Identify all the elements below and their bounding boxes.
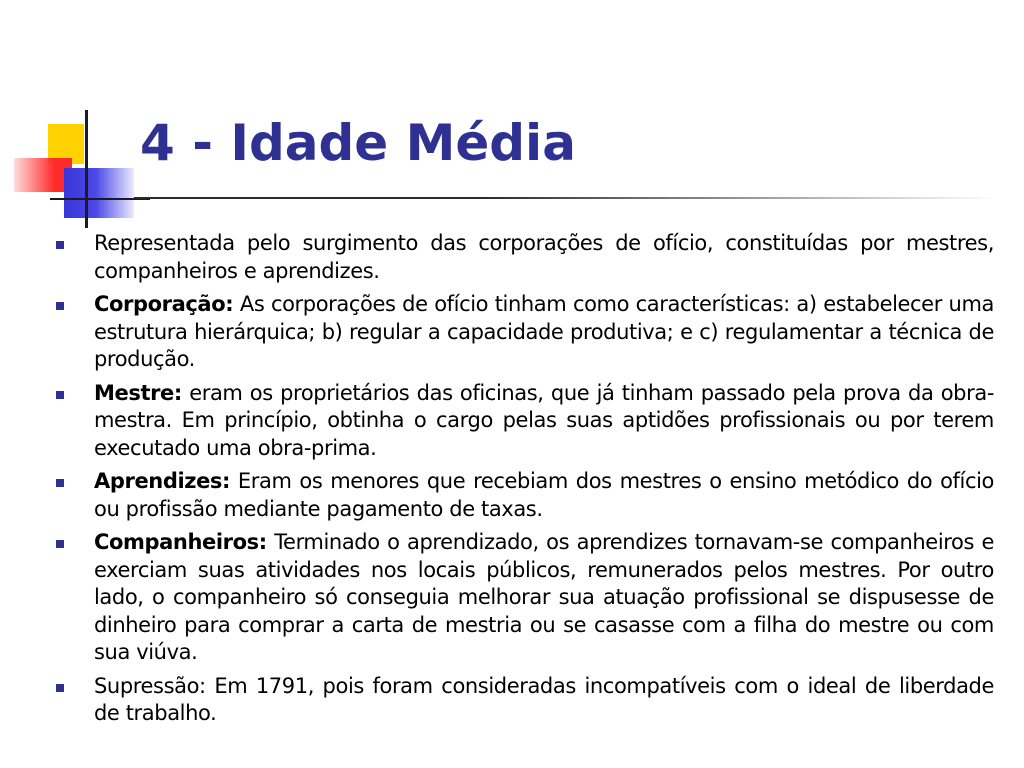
bullet-item bbox=[56, 468, 994, 523]
square-bullet-icon bbox=[56, 479, 64, 487]
bullet-term: Corporação: bbox=[94, 292, 234, 316]
bullet-item bbox=[56, 529, 994, 667]
square-bullet-icon bbox=[56, 391, 64, 399]
logo-blue-square bbox=[64, 168, 134, 218]
square-bullet-icon bbox=[56, 684, 64, 692]
bullet-text: eram os proprietários das oficinas, que já tinham passado pela prova da obra-mestra. Em princípio, obtinha o cargo pelas suas aptidões profissionais ou por terem executado uma obra-prima. bbox=[94, 380, 994, 460]
square-bullet-icon bbox=[56, 241, 64, 249]
bullet-term: Aprendizes: bbox=[94, 469, 231, 493]
bullet-text: Representada pelo surgimento das corporações de ofício, constituídas por mestres, companheiros e aprendizes. bbox=[94, 231, 994, 283]
bullet-term: Companheiros: bbox=[94, 530, 267, 554]
bullet-text: Supressão: Em 1791, pois foram consideradas incompatíveis com o ideal de liberdade de trabalho. bbox=[94, 673, 994, 725]
bullet-item bbox=[56, 291, 994, 374]
bullet-term: Mestre: bbox=[94, 380, 182, 405]
bullet-list bbox=[56, 230, 994, 734]
bullet-item bbox=[56, 380, 994, 463]
title-underline bbox=[134, 197, 998, 199]
bullet-text: As corporações de ofício tinham como características: a) estabelecer uma estrutura hierárquica; b) regular a capacidade produtiva; e c) regulamentar a técnica de produção. bbox=[94, 292, 994, 371]
bullet-item bbox=[56, 673, 994, 728]
bullet-text: Terminado o aprendizado, os aprendizes tornavam-se companheiros e exerciam suas atividades nos locais públicos, remunerados pelos mestres. Por outro lado, o companheiro só conseguia melhorar sua atuação profissional se dispusesse de dinheiro para comprar a carta de mestria ou se casasse com a filha do mestre ou com sua viúva. bbox=[94, 530, 994, 664]
decorative-logo bbox=[0, 100, 150, 230]
bullet-text: Eram os menores que recebiam dos mestres o ensino metódico do ofício ou profissão mediante pagamento de taxas. bbox=[94, 469, 994, 521]
logo-vertical-line bbox=[85, 110, 88, 228]
square-bullet-icon bbox=[56, 302, 64, 310]
square-bullet-icon bbox=[56, 540, 64, 548]
bullet-item bbox=[56, 230, 994, 285]
slide-title: 4 - Idade Média bbox=[140, 114, 576, 172]
